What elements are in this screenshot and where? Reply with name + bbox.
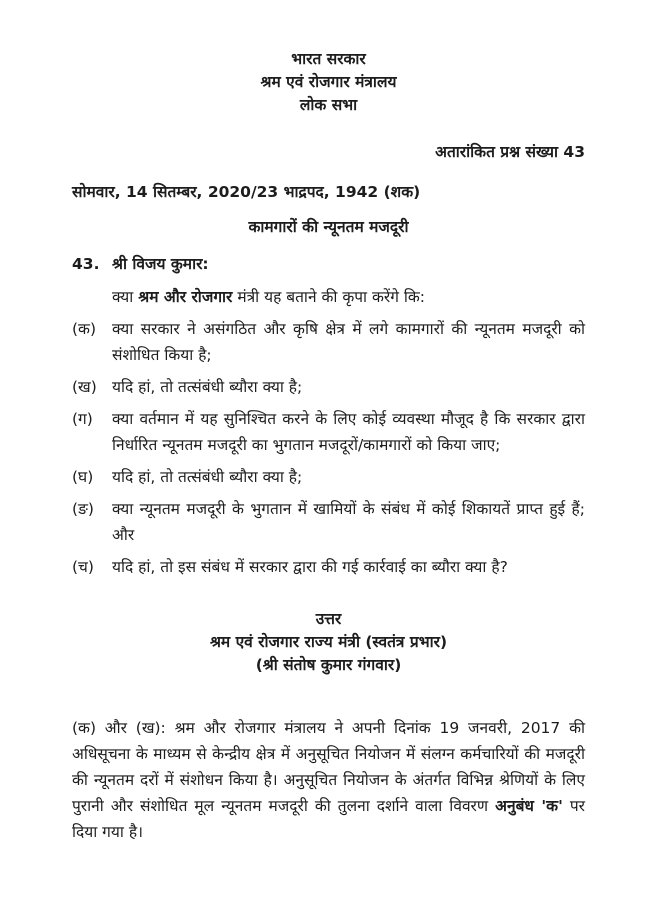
question-intro-row [72,284,585,310]
question-part [72,554,585,580]
question-part [72,496,585,548]
question-intro [112,284,585,310]
question-part-label: (क) [72,320,96,338]
minister-designation: श्रम एवं रोजगार राज्य मंत्री (स्वतंत्र प्रभार) [209,633,448,651]
question-number: 43. [72,255,100,273]
question-part [72,374,585,400]
question-part [72,464,585,490]
question-intro-suffix: मंत्री यह बताने की कृपा करेंगे कि: [232,288,426,306]
question-heading-row [72,251,585,277]
header-government-line: भारत सरकार [291,50,366,68]
question-part-text: यदि हां, तो तत्संबंधी ब्यौरा क्या है; [112,468,303,486]
answer-body-bold: अनुबंध 'क' [495,797,563,815]
question-part-label: (ङ) [72,500,94,518]
answer-body-suffix: पर दिया गया है। [72,797,585,841]
subject-title: कामगारों की न्यूनतम मजदूरी [248,218,409,236]
header-house-line: लोक सभा [299,96,358,114]
question-part [72,406,585,458]
question-part-label: (ग) [72,410,93,428]
question-parts [72,316,585,580]
question-part-text: क्या न्यूनतम मजदूरी के भुगतान में खामियों के संबंध में कोई शिकायतें प्राप्त हुई हैं; और [112,500,585,544]
question-part-text: क्या वर्तमान में यह सुनिश्चित करने के लिए कोई व्यवस्था मौजूद है कि सरकार द्वारा निर्धारित न्यूनतम मजदूरी का भुगतान मजदूरों/कामगारों को किया जाए; [112,410,585,454]
question-part-text: यदि हां, तो तत्संबंधी ब्यौरा क्या है; [112,378,303,396]
question-number-line: अतारांकित प्रश्न संख्या 43 [435,143,585,161]
answer-body-prefix: (क) और (ख): श्रम और रोजगार मंत्रालय ने अपनी दिनांक 19 जनवरी, 2017 की अधिसूचना के माध्यम से केन्द्रीय क्षेत्र में अनुसूचित नियोजन में संलग्न कर्मचारियों की मजदूरी की न्यूनतम दरों में संशोधन किया है। अनुसूचित नियोजन के अंतर्गत विभिन्न श्रेणियों के लिए पुरानी और संशोधित मूल न्यूनतम मजदूरी की तुलना दर्शाने वाला विवरण [72,719,585,815]
member-name: श्री विजय कुमार: [112,255,209,273]
question-part [72,316,585,368]
answer-heading-block [72,608,585,677]
question-part-label: (च) [72,558,94,576]
question-part-text: यदि हां, तो इस संबंध में सरकार द्वारा की गई कार्रवाई का ब्यौरा क्या है? [112,558,508,576]
answer-paragraph [72,715,585,845]
question-intro-spacer [72,284,112,310]
question-intro-bold: श्रम और रोजगार [138,288,233,306]
header-ministry-line: श्रम एवं रोजगार मंत्रालय [260,73,397,91]
question-part-label: (घ) [72,468,94,486]
answer-heading: उत्तर [315,610,342,628]
question-intro-prefix: क्या [112,288,139,306]
date-line: सोमवार, 14 सितम्बर, 2020/23 भाद्रपद, 1942 (शक) [72,183,421,201]
document-header [72,48,585,117]
question-part-text: क्या सरकार ने असंगठित और कृषि क्षेत्र में लगे कामगारों की न्यूनतम मजदूरी को संशोधित किया है; [112,320,585,364]
question-part-label: (ख) [72,378,97,396]
minister-name: (श्री संतोष कुमार गंगवार) [255,656,402,674]
